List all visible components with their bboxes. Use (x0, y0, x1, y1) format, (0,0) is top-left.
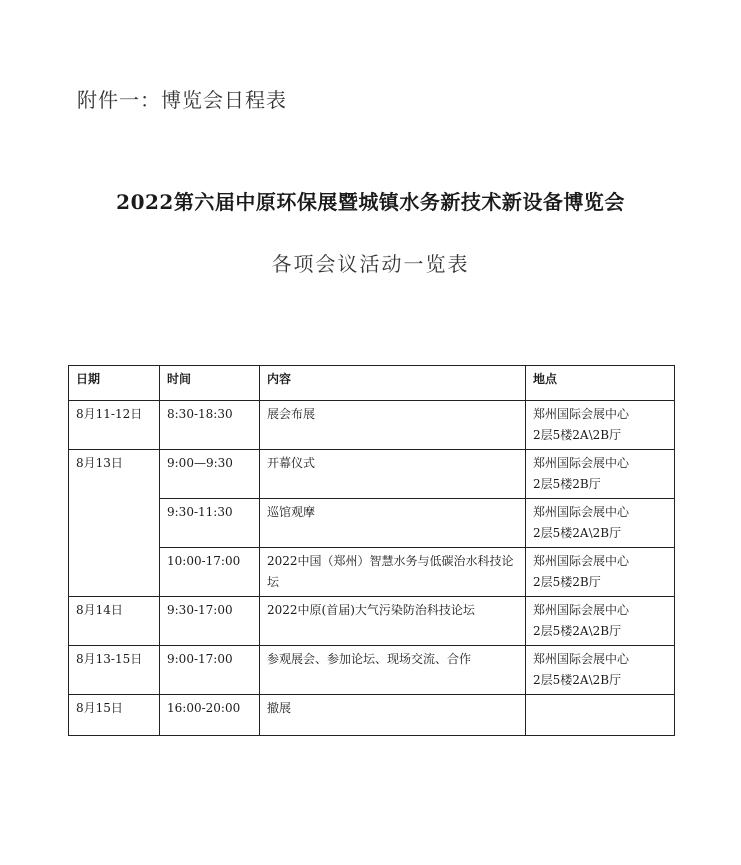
table-row (69, 499, 675, 548)
cell-time: 9:30-11:30 (160, 499, 260, 548)
cell-venue (526, 401, 675, 450)
cell-date: 8月13日 (69, 450, 160, 597)
cell-venue (526, 695, 675, 736)
header-venue: 地点 (526, 366, 675, 401)
cell-date: 8月15日 (69, 695, 160, 736)
cell-content: 开幕仪式 (260, 450, 526, 499)
schedule-table (68, 365, 675, 736)
venue-name: 郑州国际会展中心 (533, 505, 630, 519)
table-row (69, 401, 675, 450)
venue-hall: 2层5楼2A\2B厅 (533, 673, 622, 687)
venue-name: 郑州国际会展中心 (533, 652, 630, 666)
cell-content: 2022中原(首届)大气污染防治科技论坛 (260, 597, 526, 646)
cell-venue (526, 499, 675, 548)
cell-venue (526, 548, 675, 597)
cell-venue (526, 646, 675, 695)
cell-content: 展会布展 (260, 401, 526, 450)
header-time: 时间 (160, 366, 260, 401)
venue-name: 郑州国际会展中心 (533, 456, 630, 470)
cell-time: 9:30-17:00 (160, 597, 260, 646)
cell-time: 9:00-17:00 (160, 646, 260, 695)
table-row (69, 548, 675, 597)
cell-venue (526, 450, 675, 499)
venue-hall: 2层5楼2A\2B厅 (533, 428, 622, 442)
table-row (69, 646, 675, 695)
venue-name: 郑州国际会展中心 (533, 407, 630, 421)
page-title: 2022第六届中原环保展暨城镇水务新技术新设备博览会 (116, 190, 625, 214)
header-content: 内容 (260, 366, 526, 401)
cell-date: 8月11-12日 (69, 401, 160, 450)
venue-hall: 2层5楼2B厅 (533, 477, 601, 491)
cell-time: 10:00-17:00 (160, 548, 260, 597)
table-header-row (69, 366, 675, 401)
venue-hall: 2层5楼2A\2B厅 (533, 624, 622, 638)
header-date: 日期 (69, 366, 160, 401)
cell-time: 9:00—9:30 (160, 450, 260, 499)
cell-date: 8月14日 (69, 597, 160, 646)
cell-content: 撤展 (260, 695, 526, 736)
table-row (69, 597, 675, 646)
table-row (69, 450, 675, 499)
venue-name: 郑州国际会展中心 (533, 554, 630, 568)
cell-content: 参观展会、参加论坛、现场交流、合作 (260, 646, 526, 695)
venue-hall: 2层5楼2B厅 (533, 575, 601, 589)
cell-time: 16:00-20:00 (160, 695, 260, 736)
attachment-label: 附件一：博览会日程表 (77, 88, 287, 112)
cell-date: 8月13-15日 (69, 646, 160, 695)
cell-content: 巡馆观摩 (260, 499, 526, 548)
cell-time: 8:30-18:30 (160, 401, 260, 450)
page-subtitle: 各项会议活动一览表 (271, 252, 470, 276)
table-row (69, 695, 675, 736)
cell-venue (526, 597, 675, 646)
venue-name: 郑州国际会展中心 (533, 603, 630, 617)
cell-content: 2022中国（郑州）智慧水务与低碳治水科技论坛 (260, 548, 526, 597)
venue-hall: 2层5楼2A\2B厅 (533, 526, 622, 540)
